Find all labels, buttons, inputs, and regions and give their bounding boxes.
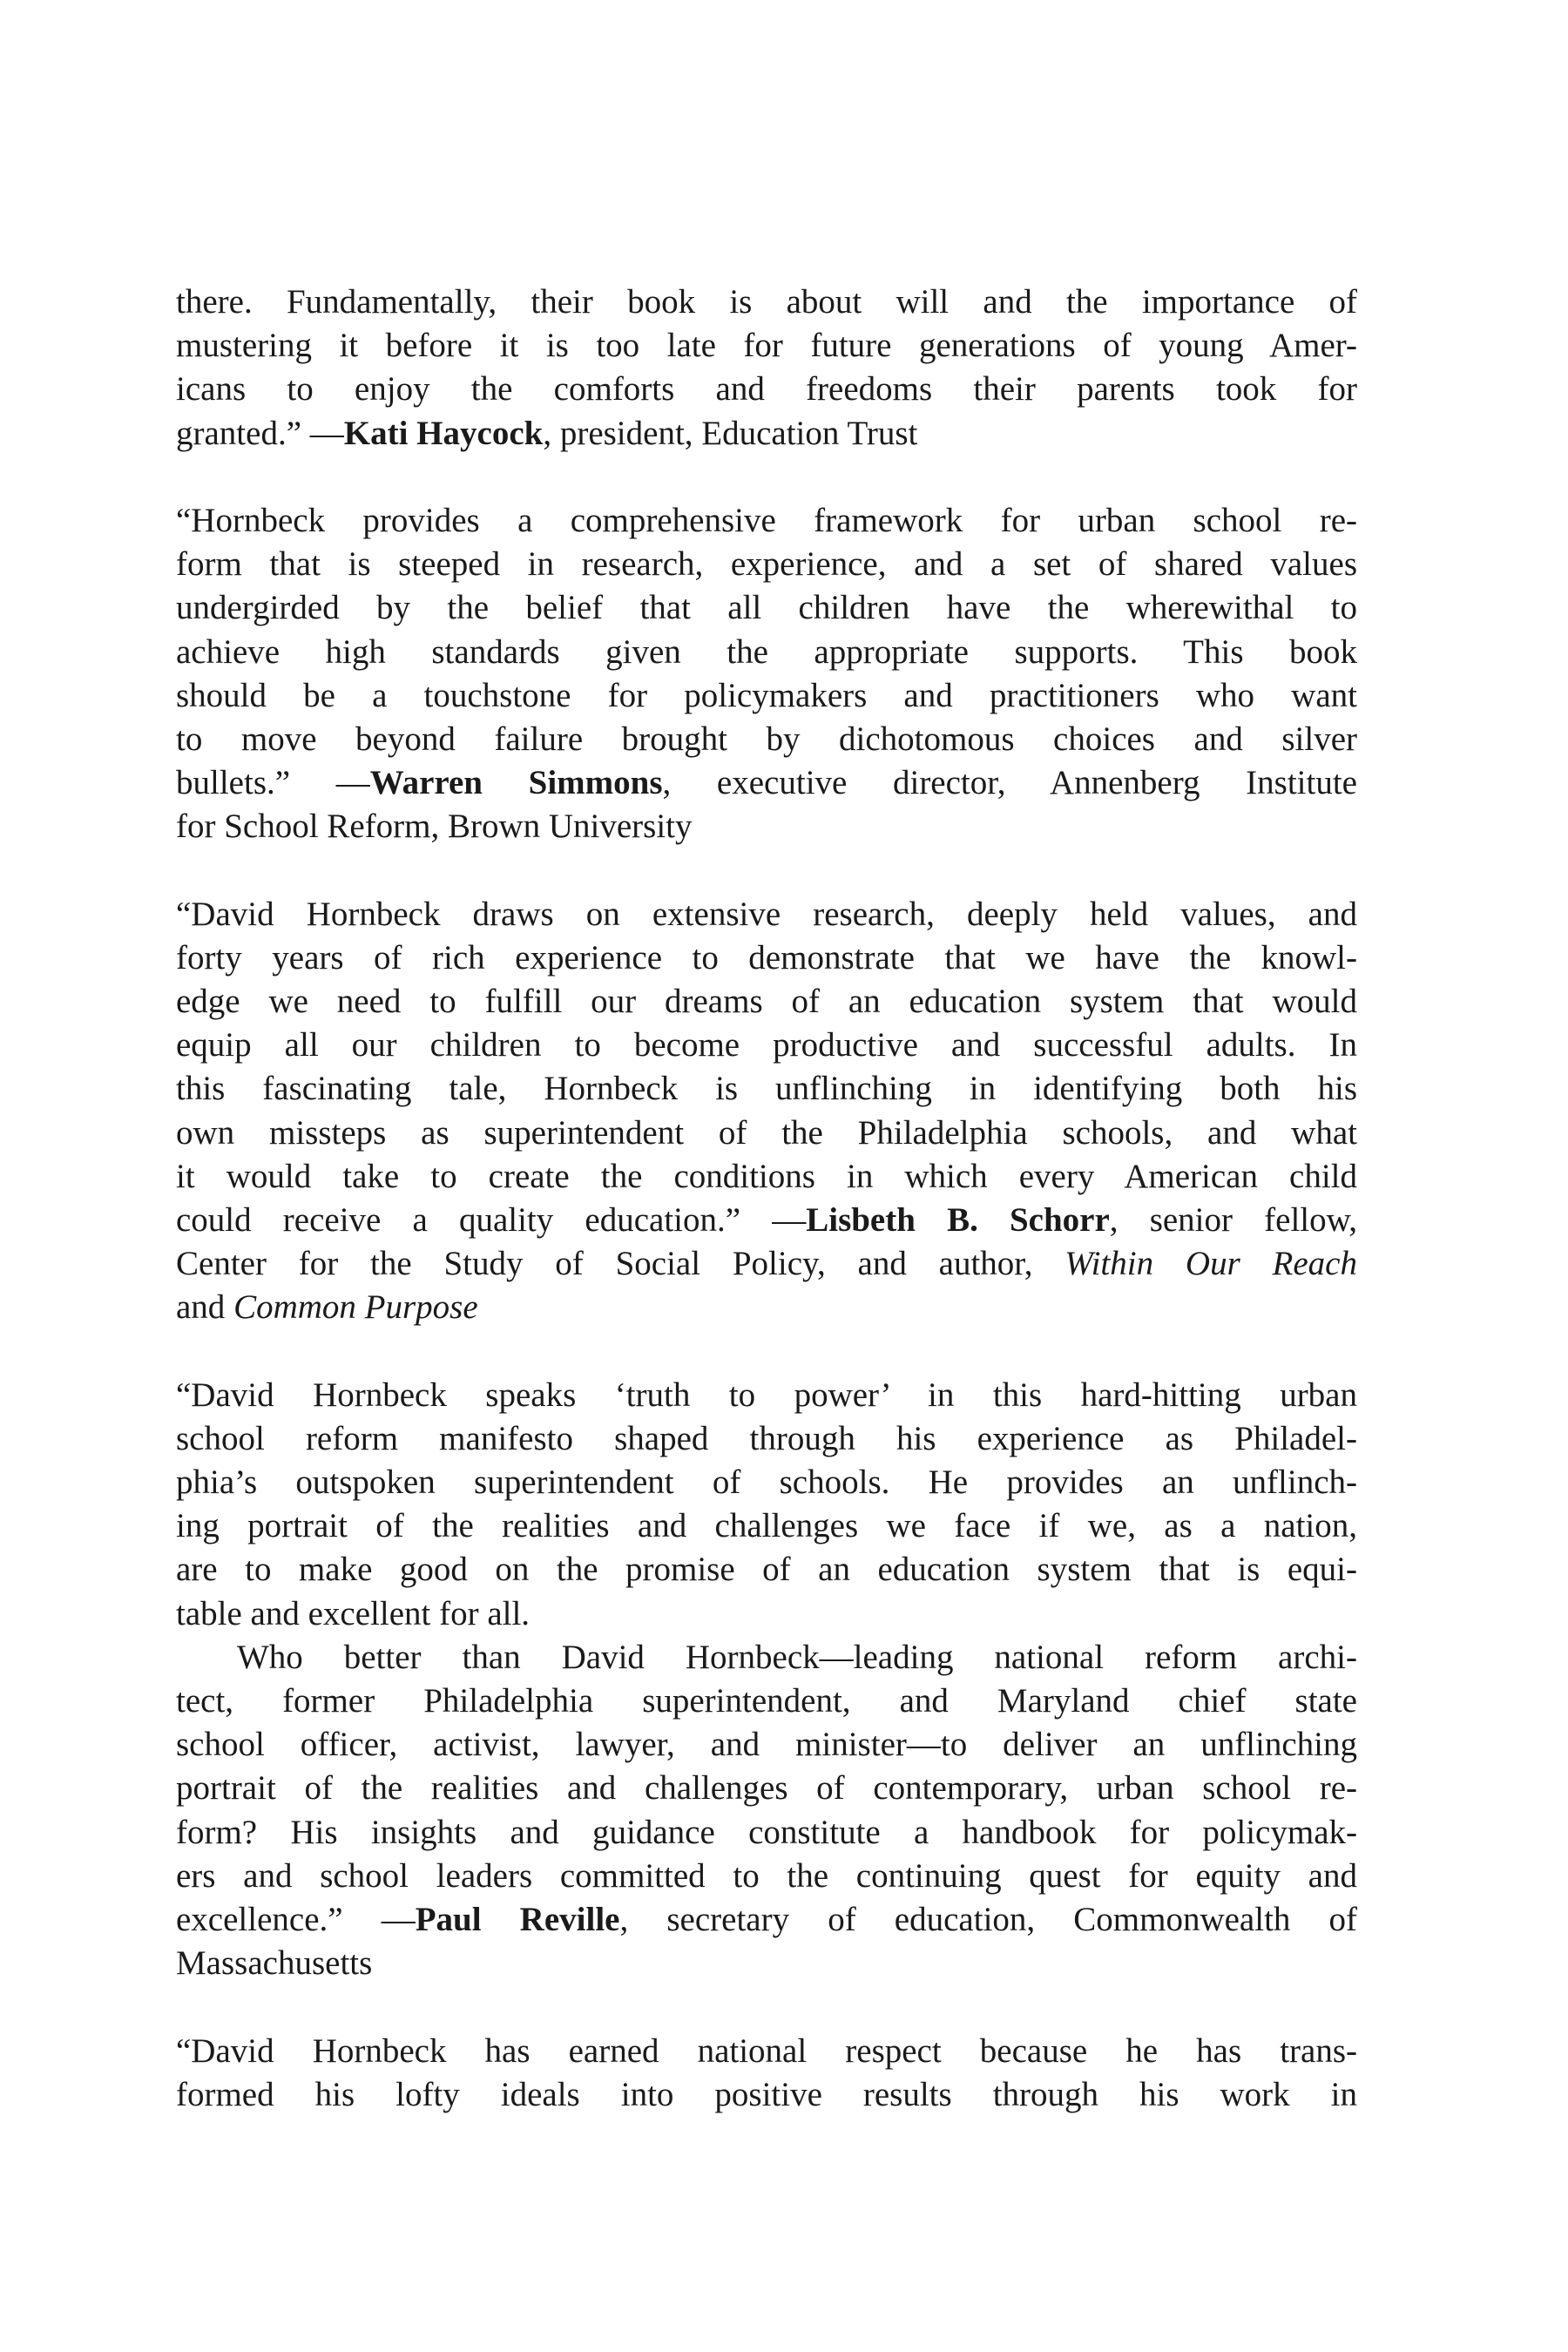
endorser-name: Warren Simmons bbox=[369, 764, 663, 802]
text-run: “David Hornbeck draws on extensive research, deeply held values, and bbox=[176, 895, 1357, 933]
text-run: formed his lofty ideals into positive results through his work in bbox=[176, 2075, 1357, 2113]
text-line bbox=[176, 1942, 1357, 1985]
text-line bbox=[176, 718, 1357, 761]
text-run: are to make good on the promise of an education system that is equi- bbox=[176, 1551, 1357, 1589]
text-line bbox=[176, 324, 1357, 368]
text-line bbox=[176, 412, 1357, 456]
text-run: Who better than David Hornbeck—leading national reform archi- bbox=[237, 1638, 1357, 1676]
text-line bbox=[176, 1898, 1357, 1942]
paragraph-gap bbox=[176, 456, 1357, 499]
text-line bbox=[176, 805, 1357, 848]
text-run: equip all our children to become productive and successful adults. In bbox=[176, 1026, 1357, 1064]
endorser-name: Lisbeth B. Schorr bbox=[806, 1200, 1110, 1239]
text-run: forty years of rich experience to demonstrate that we have the knowl- bbox=[176, 938, 1357, 977]
text-run: , executive director, Annenberg Institute bbox=[662, 764, 1357, 802]
text-run: this fascinating tale, Hornbeck is unflinching in identifying both his bbox=[176, 1070, 1357, 1108]
endorsement-paragraph bbox=[176, 2030, 1357, 2117]
text-run: Center for the Study of Social Policy, and author, bbox=[176, 1245, 1065, 1283]
text-line bbox=[176, 1242, 1357, 1286]
text-run: to move beyond failure brought by dichotomous choices and silver bbox=[176, 720, 1357, 758]
text-line bbox=[176, 1680, 1357, 1723]
text-line bbox=[176, 1636, 1357, 1680]
text-line bbox=[176, 1199, 1357, 1242]
text-run: ing portrait of the realities and challenges we face if we, as a nation, bbox=[176, 1507, 1357, 1545]
text-line bbox=[176, 499, 1357, 543]
text-line bbox=[176, 1024, 1357, 1067]
text-run: , president, Education Trust bbox=[543, 414, 918, 452]
text-run: undergirded by the belief that all children have the wherewithal to bbox=[176, 589, 1357, 627]
text-run: could receive a quality education.” — bbox=[176, 1200, 807, 1239]
text-run: achieve high standards given the appropriate supports. This book bbox=[176, 632, 1357, 671]
text-line bbox=[176, 631, 1357, 674]
text-run: “David Hornbeck has earned national respect because he has trans- bbox=[176, 2031, 1357, 2070]
text-run: “Hornbeck provides a comprehensive framework for urban school re- bbox=[176, 501, 1357, 539]
text-line bbox=[176, 1723, 1357, 1767]
text-run: granted.” — bbox=[176, 414, 344, 452]
text-run: it would take to create the conditions in which every American child bbox=[176, 1157, 1357, 1195]
text-run: there. Fundamentally, their book is about will and the importance of bbox=[176, 283, 1357, 321]
text-line bbox=[176, 1286, 1357, 1329]
text-run: portrait of the realities and challenges of contemporary, urban school re- bbox=[176, 1769, 1357, 1808]
text-run: “David Hornbeck speaks ‘truth to power’ in this hard-hitting urban bbox=[176, 1375, 1357, 1414]
text-run: own missteps as superintendent of the Philadelphia schools, and what bbox=[176, 1113, 1357, 1152]
text-line bbox=[176, 1767, 1357, 1810]
book-title: Common Purpose bbox=[233, 1288, 478, 1327]
text-line bbox=[176, 1504, 1357, 1548]
text-line bbox=[176, 1548, 1357, 1592]
text-run: bullets.” — bbox=[176, 764, 370, 802]
text-run: excellence.” — bbox=[176, 1900, 416, 1938]
text-run: school reform manifesto shaped through his experience as Philadel- bbox=[176, 1419, 1357, 1457]
text-line bbox=[176, 280, 1357, 324]
text-line bbox=[176, 674, 1357, 718]
endorsement-paragraph bbox=[176, 893, 1357, 1330]
text-line bbox=[176, 2030, 1357, 2073]
text-line bbox=[176, 368, 1357, 411]
text-line bbox=[176, 893, 1357, 936]
text-line bbox=[176, 980, 1357, 1024]
endorser-name: Paul Reville bbox=[415, 1900, 620, 1938]
text-line bbox=[176, 543, 1357, 586]
text-line bbox=[176, 761, 1357, 805]
text-line bbox=[176, 586, 1357, 630]
endorsement-paragraph bbox=[176, 1636, 1357, 1986]
paragraph-gap bbox=[176, 1330, 1357, 1374]
text-run: table and excellent for all. bbox=[176, 1594, 531, 1632]
text-run: school officer, activist, lawyer, and minister—to deliver an unflinching bbox=[176, 1726, 1357, 1764]
paragraph-gap bbox=[176, 1985, 1357, 2029]
text-run: ers and school leaders committed to the continuing quest for equity and bbox=[176, 1856, 1357, 1895]
text-run: should be a touchstone for policymakers and practitioners who want bbox=[176, 676, 1357, 714]
book-page-text bbox=[176, 280, 1357, 2117]
text-run: phia’s outspoken superintendent of schools. He provides an unflinch- bbox=[176, 1463, 1357, 1502]
text-run: tect, former Philadelphia superintendent, and Maryland chief state bbox=[176, 1682, 1357, 1720]
text-run: edge we need to fulfill our dreams of an education system that would bbox=[176, 983, 1357, 1020]
text-line bbox=[176, 1592, 1357, 1636]
text-run: and bbox=[176, 1288, 234, 1327]
text-run: form? His insights and guidance constitute a handbook for policymak- bbox=[176, 1813, 1357, 1851]
text-line bbox=[176, 1417, 1357, 1461]
text-line bbox=[176, 2073, 1357, 2117]
text-line bbox=[176, 1461, 1357, 1504]
endorsement-paragraph bbox=[176, 499, 1357, 849]
text-run: icans to enjoy the comforts and freedoms their parents took for bbox=[176, 370, 1357, 409]
book-title: Within Our Reach bbox=[1064, 1245, 1357, 1283]
endorsement-paragraph bbox=[176, 280, 1357, 456]
text-line bbox=[176, 1155, 1357, 1199]
text-run: Massachusetts bbox=[176, 1944, 373, 1983]
endorsement-paragraph bbox=[176, 1374, 1357, 1636]
text-line bbox=[176, 1374, 1357, 1417]
text-run: mustering it before it is too late for future generations of young Amer- bbox=[176, 327, 1357, 365]
endorser-name: Kati Haycock bbox=[343, 414, 544, 452]
paragraph-gap bbox=[176, 848, 1357, 892]
text-run: form that is steeped in research, experience, and a set of shared values bbox=[176, 545, 1357, 584]
text-run: for School Reform, Brown University bbox=[176, 808, 693, 846]
text-line bbox=[176, 1067, 1357, 1111]
text-line bbox=[176, 936, 1357, 980]
text-run: , senior fellow, bbox=[1109, 1200, 1357, 1239]
text-run: , secretary of education, Commonwealth of bbox=[619, 1900, 1358, 1938]
text-line bbox=[176, 1112, 1357, 1155]
text-line bbox=[176, 1811, 1357, 1855]
text-line bbox=[176, 1855, 1357, 1898]
